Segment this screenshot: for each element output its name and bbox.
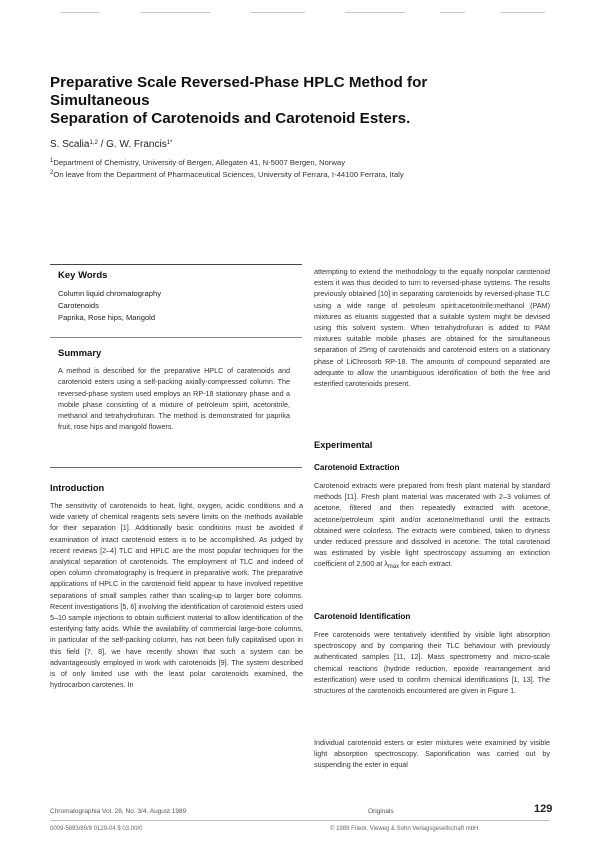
summary-bottom-rule [50,467,302,468]
keyword-item: Paprika, Rose hips, Marigold [58,313,156,322]
right-column-intro-text: attempting to extend the methodology to the equally nonpolar carotenoid esters it was thus decided to turn to reversed-phase systems. The results previously obtained [10] in separating carotenoids by reversed-phase TLC using a wide range of petroleum spirit:acetonitrile:methanol (PAM) mixtures as eluants suggested that a suitable system might be devised using this solvent system. When tetrahydrofuran is added to PAM mixtures suitable mobile phases are obtained for the simultaneous separation of 25mg of carotenoids and carotenoid esters on a stationary phase of LiChrosorb RP-18. The amounts of compound separated are adequate to allow the unambiguous identification of both the free and esterified carotenoids present. [314,267,550,389]
footer-section-label: Originals [368,808,394,815]
affiliation-2 [50,170,404,179]
lambda-subscript: max [387,564,400,571]
footer-rule [50,820,550,821]
ester-examination-text: Individual carotenoid esters or ester mixtures were examined by visible light absorption spectroscopy. Saponification was carried out by suspending the ester in equal [314,738,550,770]
top-dash [250,12,305,13]
introduction-text: The sensitivity of carotenoids to heat, light, oxygen, acidic conditions and a wide variety of chemical reagents sets severe limits on the methods available for their separation [1]. Additionally basic conditions must be avoided if examination of intact carotenoid esters is to be accomplished. As judged by recent reviews [2–4] TLC and HPLC are the most popular techniques for the analytical separation of carotenoids. The employment of TLC and indeed of open column chromatography is frequent in preparative work. The preparative applications of HPLC in the carotenoid field appear to have involved repetitive separations of small samples rather than scaling-up to larger bore columns. Recent investigations [5, 6] involving the identification of carotenoid esters used 5–10 sample injections to obtain sufficient material to allow identification of the esterifying fatty acids. While the availability of commercial large-bore columns, in particular of the self-packing column, has not been fully capitalised upon in this field [7, 8], we have recently shown that such a system can be advantageously employed in work with carotenoids [9]. The system described is of only limited use with the least polar carotenoids examined, the hydrocarbon carotenes. In [50,501,303,690]
summary-text: A method is described for the preparative HPLC of caratenoids and carotenoid esters using a self-packing axially-compressed column. The reversed-phase system used employs an RP-18 stationary phase and a mobile phase consisting of a mixture of petroleum spirit, acetonitrile, methanol and tetrahydrofuran. The method is demonstrated for paprika fruit, rose hips and marigold flowers. [58,366,290,432]
keywords-list [58,288,161,324]
carotenoid-extraction-tail: for each extract. [399,559,453,569]
author-2-sup: 1* [166,140,173,146]
title-line-1: Preparative Scale Reversed-Phase HPLC Method for Simultaneous [50,74,428,109]
affiliation-2-sup: 2 [50,170,54,176]
experimental-heading: Experimental [314,440,373,450]
author-line [50,139,172,150]
top-dash [140,12,210,13]
introduction-heading: Introduction [50,483,105,493]
carotenoid-identification-heading: Carotenoid Identification [314,612,411,621]
author-1: S. Scalia [50,139,90,150]
footer-journal: Chromatographia Vol. 28, No. 3/4, August 1989 [50,808,187,815]
author-1-sup: 1,2 [89,140,98,146]
keywords-heading: Key Words [58,270,108,281]
carotenoid-extraction-heading: Carotenoid Extraction [314,463,400,472]
affiliation-2-text: On leave from the Department of Pharmaceutical Sciences, University of Ferrara, I-44100 Ferrara, Italy [53,170,404,179]
top-dash [60,12,100,13]
carotenoid-extraction-body: Carotenoid extracts were prepared from fresh plant material by standard methods [11]. Fresh plant material was macerated with 2–3 volumes of acetone, filtered and then repeatedly extracted with acetone, acetone/petroleum spirit and/or acetone/methanol until the extracts obtained were colorless. The extracts were combined, taken to dryness under reduced pressure and dissolved in acetone. The total carotenoid was estimated by visible light spectroscopy assuming an extinction coefficient of 2,500 at λ [314,481,550,569]
article-title [50,74,520,128]
carotenoid-identification-text: Free carotenoids were tentatively identified by visible light absorption spectroscopy and by comparing their TLC behaviour with previously authenticated samples [11, 12]. Mass spectrometry and micro-scale chemical reactions (hydride reduction, epoxide rearrangement and esterification) were used to confirm chemical identifications [1, 13]. The structures of the carotenoids encountered are given in Figure 1. [314,630,550,696]
top-dash [500,12,545,13]
top-dash [440,12,465,13]
keywords-divider [50,337,302,338]
affiliation-1-sup: 1 [50,158,54,164]
top-dash [345,12,405,13]
keyword-item: Column liquid chromatography [58,289,161,298]
footer-issn: 0009-5893/89/8 0129-04 $ 03.00/0 [50,826,143,832]
summary-heading: Summary [58,348,102,359]
affiliation-1-text: Department of Chemistry, University of Bergen, Allegaten 41, N-5007 Bergen, Norway [53,158,346,167]
affiliation-1 [50,158,345,167]
page-number: 129 [534,803,553,815]
author-2: / G. W. Francis [97,139,167,150]
title-line-2: Separation of Carotenoids and Carotenoid Esters. [50,110,411,127]
footer-publisher: © 1989 Friedr. Vieweg & Sohn Verlagsgesellschaft mbH [330,826,479,832]
carotenoid-extraction-text [314,480,550,570]
keyword-item: Carotenoids [58,301,99,310]
